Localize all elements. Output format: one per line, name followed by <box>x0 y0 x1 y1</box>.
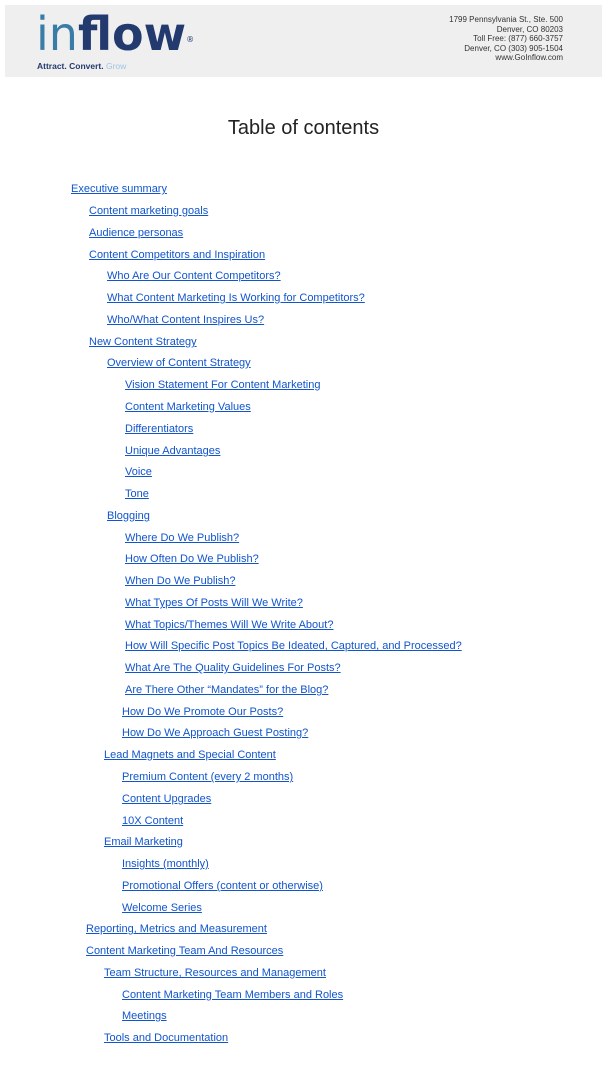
inflow-logo: inflow® <box>36 7 195 61</box>
address-line: 1799 Pennsylvania St., Ste. 500 <box>449 15 563 24</box>
toc-link[interactable]: 10X Content <box>122 815 184 827</box>
toc-link[interactable]: Team Structure, Resources and Management <box>104 967 326 979</box>
address-line: Toll Free: (877) 660-3757 <box>473 34 563 43</box>
toc-link[interactable]: Voice <box>125 466 152 478</box>
toc-link[interactable]: New Content Strategy <box>89 336 197 348</box>
toc-link[interactable]: Premium Content (every 2 months) <box>122 771 294 783</box>
toc-link[interactable]: How Often Do We Publish? <box>125 553 259 565</box>
toc-link[interactable]: Audience personas <box>89 227 184 239</box>
toc-link[interactable]: Where Do We Publish? <box>125 532 240 544</box>
toc-link[interactable]: What Types Of Posts Will We Write? <box>125 597 303 609</box>
toc-link[interactable]: Executive summary <box>71 183 167 195</box>
address-line: Denver, CO 80203 <box>496 24 563 34</box>
address-line: Denver, CO (303) 905-1504 <box>464 43 563 53</box>
toc-link[interactable]: Insights (monthly) <box>122 858 209 870</box>
toc-link[interactable]: What Content Marketing Is Working for Competitors? <box>107 292 365 304</box>
toc-link[interactable]: Welcome Series <box>122 902 202 914</box>
toc-link[interactable]: Meetings <box>122 1010 167 1022</box>
toc-link[interactable]: How Will Specific Post Topics Be Ideated, Captured, and Processed? <box>125 640 462 652</box>
toc-link[interactable]: Content marketing goals <box>89 205 209 217</box>
toc-link[interactable]: Overview of Content Strategy <box>107 357 251 369</box>
toc-link[interactable]: Who Are Our Content Competitors? <box>107 270 281 282</box>
toc-link[interactable]: Content Upgrades <box>122 793 212 805</box>
toc-link[interactable]: Content Marketing Team Members and Roles <box>122 989 344 1001</box>
website-link: www.GoInflow.com <box>495 53 563 62</box>
page-title: Table of contents <box>227 117 380 139</box>
toc-link[interactable]: Email Marketing <box>104 836 183 848</box>
toc-link[interactable]: What Topics/Themes Will We Write About? <box>125 619 334 631</box>
toc-link[interactable]: Who/What Content Inspires Us? <box>107 314 265 326</box>
toc-link[interactable]: When Do We Publish? <box>125 575 236 587</box>
toc-link[interactable]: How Do We Promote Our Posts? <box>122 706 284 718</box>
toc-link[interactable]: Reporting, Metrics and Measurement <box>86 923 267 935</box>
toc-link[interactable]: Tools and Documentation <box>104 1032 229 1044</box>
toc-link[interactable]: Content Competitors and Inspiration <box>89 249 266 261</box>
toc-link[interactable]: Differentiators <box>125 423 194 435</box>
toc-link[interactable]: Tone <box>125 488 149 500</box>
toc-link[interactable]: Content Marketing Team And Resources <box>86 945 284 957</box>
toc-link[interactable]: Unique Advantages <box>125 445 221 457</box>
toc-link[interactable]: Are There Other “Mandates” for the Blog? <box>125 684 329 696</box>
toc-link[interactable]: Content Marketing Values <box>125 401 251 413</box>
toc-link[interactable]: Lead Magnets and Special Content <box>104 749 276 761</box>
toc-link[interactable]: Vision Statement For Content Marketing <box>125 379 321 391</box>
toc-link[interactable]: What Are The Quality Guidelines For Posts? <box>125 662 341 674</box>
toc-link[interactable]: Promotional Offers (content or otherwise) <box>122 880 323 892</box>
toc-link[interactable]: How Do We Approach Guest Posting? <box>122 727 309 739</box>
toc-link[interactable]: Blogging <box>107 510 150 522</box>
tagline: Attract. Convert. Grow <box>37 61 127 71</box>
